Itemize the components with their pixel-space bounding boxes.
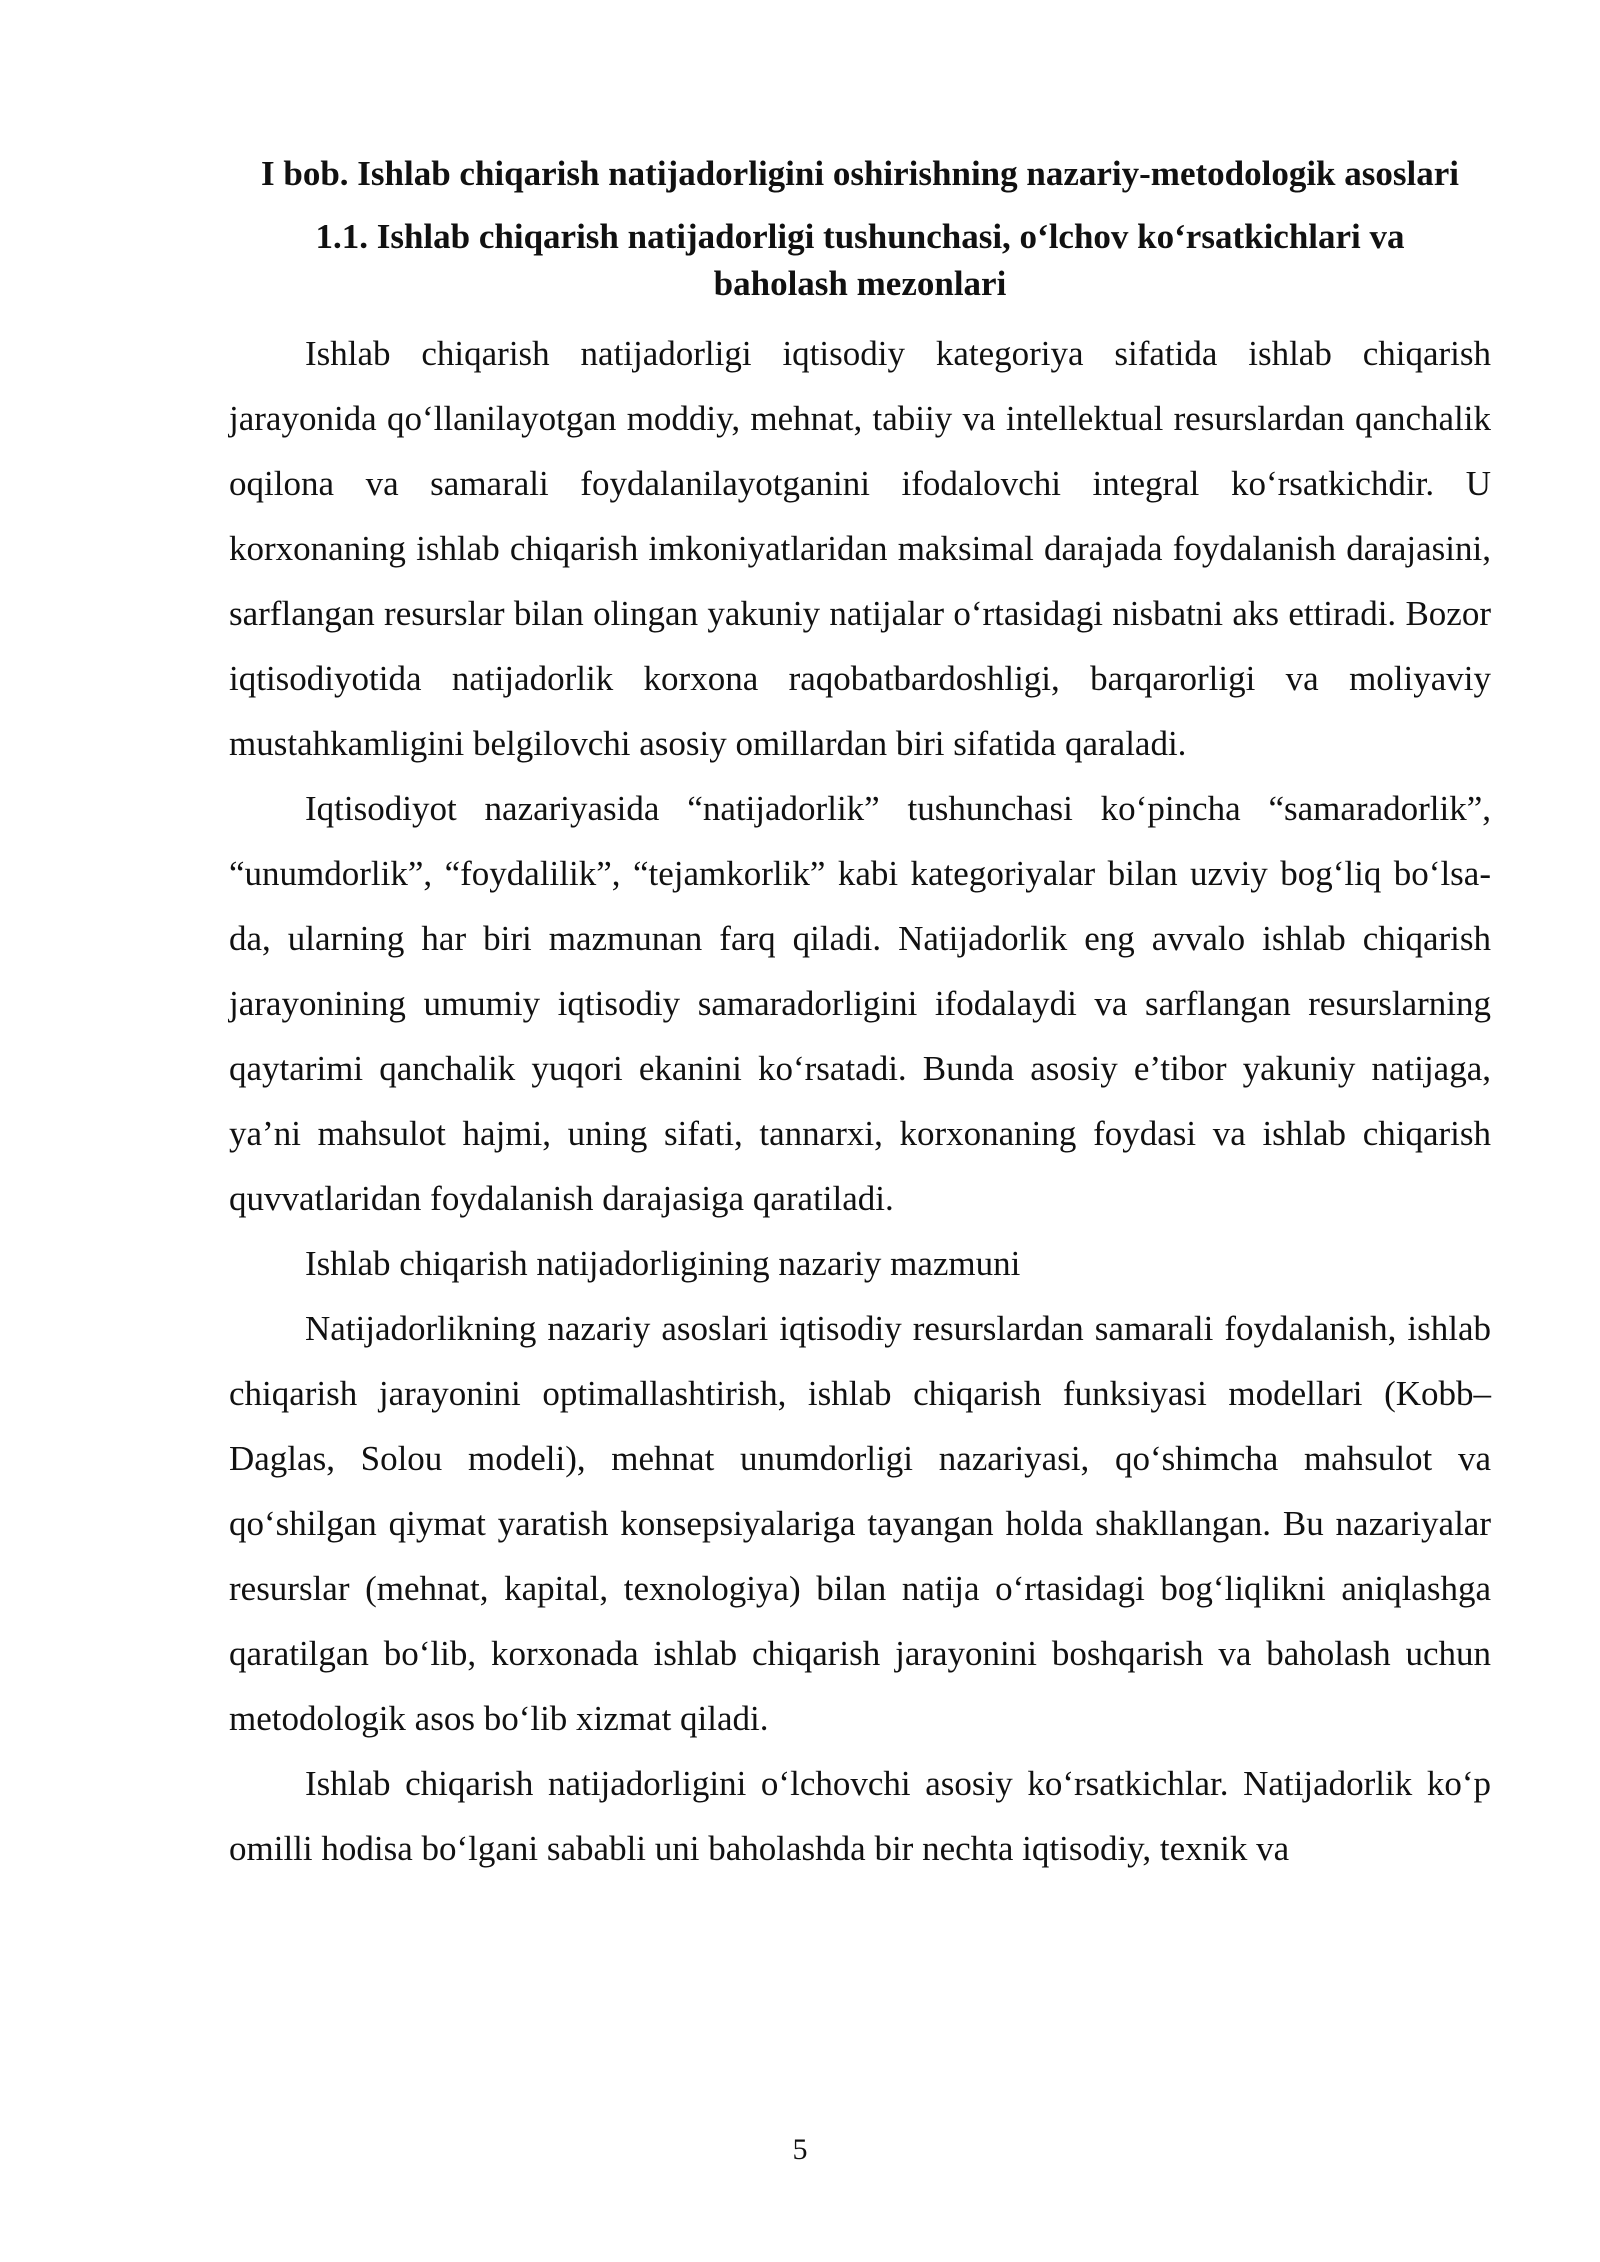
paragraph-definition: Ishlab chiqarish natijadorligi iqtisodiy kategoriya sifatida ishlab chiqarish jarayonida qo‘llanilayotgan moddiy, mehnat, tabiiy va intellektual resurslardan qanchalik oqilona va samarali foydalanilayotganini ifodalovchi integral ko‘rsatkichdir. U korxonaning ishlab chiqarish imkoniyatlaridan maksimal darajada foydalanish darajasini, sarflangan resurslar bilan olingan yakuniy natijalar o‘rtasidagi nisbatni aks ettiradi. Bozor iqtisodiyotida natijadorlik korxona raqobatbardoshligi, barqarorligi va moliyaviy mustahkamligini belgilovchi asosiy omillardan biri sifatida qaraladi. [229, 334, 1491, 763]
document-page [229, 150, 1491, 1881]
chapter-title: I bob. Ishlab chiqarish natijadorligini oshirishning nazariy-metodologik asoslari [260, 154, 1459, 193]
paragraph-theory: Iqtisodiyot nazariyasida “natijadorlik” tushunchasi ko‘pincha “samaradorlik”, “unumdorlik”, “foydalilik”, “tejamkorlik” kabi kategoriyalar bilan uzviy bog‘liq bo‘lsa-da, ularning har biri mazmunan farq qiladi. Natijadorlik eng avvalo ishlab chiqarish jarayonining umumiy iqtisodiy samaradorligini ifodalaydi va sarflangan resurslarning qaytarimi qanchalik yuqori ekanini ko‘rsatadi. Bunda asosiy e’tibor yakuniy natijaga, ya’ni mahsulot hajmi, uning sifati, tannarxi, korxonaning foydasi va ishlab chiqarish quvvatlaridan foydalanish darajasiga qaratiladi. [229, 789, 1491, 1218]
page-number: 5 [792, 2133, 808, 2166]
paragraph-subheading: Ishlab chiqarish natijadorligining nazariy mazmuni [305, 1244, 1021, 1283]
paragraph-foundations: Natijadorlikning nazariy asoslari iqtisodiy resurslardan samarali foydalanish, ishlab chiqarish jarayonini optimallashtirish, ishlab chiqarish funksiyasi modellari (Kobb–Daglas, Solou modeli), mehnat unumdorligi nazariyasi, qo‘shimcha mahsulot va qo‘shilgan qiymat yaratish konsepsiyalariga tayangan holda shakllangan. Bu nazariyalar resurslar (mehnat, kapital, texnologiya) bilan natija o‘rtasidagi bog‘liqlikni aniqlashga qaratilgan bo‘lib, korxonada ishlab chiqarish jarayonini boshqarish va baholash uchun metodologik asos bo‘lib xizmat qiladi. [229, 1309, 1491, 1738]
section-title: 1.1. Ishlab chiqarish natijadorligi tushunchasi, o‘lchov ko‘rsatkichlari va baholash mezonlari [315, 217, 1405, 303]
paragraph-indicators: Ishlab chiqarish natijadorligini o‘lchovchi asosiy ko‘rsatkichlar. Natijadorlik ko‘p omilli hodisa bo‘lgani sababli uni baholashda bir nechta iqtisodiy, texnik va [229, 1764, 1491, 1868]
